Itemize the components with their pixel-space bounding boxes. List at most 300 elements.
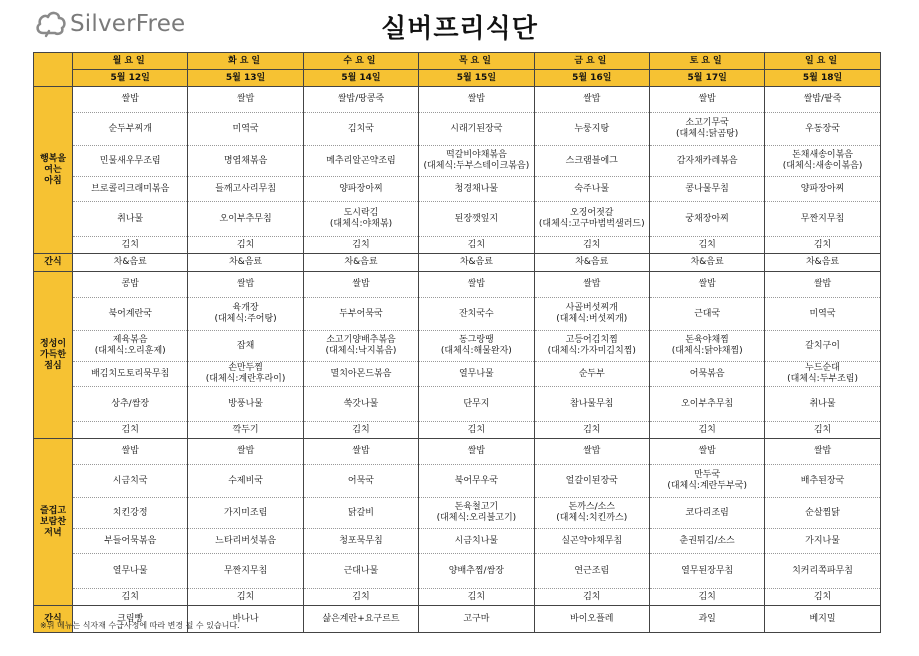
dish-name: 된장깻잎지 xyxy=(454,213,499,224)
dish-substitute: (대체식:두부조림) xyxy=(787,374,858,384)
menu-cell xyxy=(73,177,188,202)
dish-name: 시금치나물 xyxy=(454,535,499,546)
menu-cell xyxy=(419,362,534,387)
snack-cell: 차&음료 xyxy=(419,254,534,272)
dish-name: 느타리버섯볶음 xyxy=(215,535,277,546)
menu-cell xyxy=(534,554,649,589)
dish-name: 동그랑땡 xyxy=(458,335,494,345)
dish-name: 가지나물 xyxy=(805,535,840,546)
dish-name: 오이부추무침 xyxy=(219,213,272,224)
dish-substitute: (대체식:새송이볶음) xyxy=(782,161,863,171)
dish-name: 오이부추무침 xyxy=(681,398,734,409)
dish-name: 콩밥 xyxy=(121,279,139,289)
dish-name: 쌀밥 xyxy=(813,446,832,456)
menu-cell xyxy=(765,465,880,498)
menu-cell xyxy=(303,202,418,237)
menu-cell xyxy=(303,177,418,202)
meal-section-label xyxy=(34,87,73,254)
date-header: 5월 12일 xyxy=(73,70,188,87)
dish-name: 잡채 xyxy=(236,340,255,351)
menu-cell xyxy=(534,237,649,254)
menu-cell xyxy=(303,113,418,146)
dish-name: 민물새우무조림 xyxy=(99,155,161,166)
dish-name: 도시락김 xyxy=(343,208,379,218)
menu-cell xyxy=(188,465,303,498)
menu-cell xyxy=(303,554,418,589)
dish-name: 쌀밥 xyxy=(352,446,370,456)
dish-name: 손만두찜 xyxy=(228,363,263,373)
menu-cell xyxy=(765,272,880,298)
menu-cell xyxy=(649,146,764,177)
dish-name: 김치 xyxy=(698,591,716,602)
menu-cell xyxy=(303,272,418,298)
menu-cell xyxy=(534,589,649,606)
menu-cell xyxy=(419,331,534,362)
dish-name: 우동장국 xyxy=(805,123,840,134)
dish-name: 고등어김치찜 xyxy=(565,335,618,345)
snack-cell: 차&음료 xyxy=(765,254,880,272)
meal-section-label-line: 점심 xyxy=(44,360,62,371)
dish-substitute: (대체식:가자미김치찜) xyxy=(547,346,636,356)
menu-cell xyxy=(303,589,418,606)
menu-cell xyxy=(765,177,880,202)
menu-cell xyxy=(188,146,303,177)
menu-cell xyxy=(419,202,534,237)
menu-cell xyxy=(303,422,418,439)
menu-cell xyxy=(73,529,188,554)
dish-name: 북어무우국 xyxy=(454,475,499,486)
menu-cell xyxy=(188,554,303,589)
menu-cell xyxy=(303,331,418,362)
dish-name: 취나물 xyxy=(117,213,144,224)
snack-cell: 차&음료 xyxy=(303,254,418,272)
dish-name: 김치 xyxy=(467,424,486,435)
dish-substitute: (대체식:해물완자) xyxy=(440,346,512,356)
dish-name: 배추된장국 xyxy=(800,475,845,486)
meal-section-label-line: 보람찬 xyxy=(39,516,67,527)
menu-cell xyxy=(419,272,534,298)
dish-name: 떡갈비야채볶음 xyxy=(445,150,507,160)
meal-section-label-line: 즐겁고 xyxy=(39,505,67,516)
dish-name: 쌀밥 xyxy=(467,446,486,456)
menu-cell xyxy=(765,298,880,331)
menu-cell xyxy=(765,529,880,554)
menu-cell xyxy=(765,498,880,529)
menu-cell xyxy=(188,589,303,606)
dish-name: 김치 xyxy=(236,591,255,602)
dish-name: 부들어묵볶음 xyxy=(104,535,157,546)
menu-cell xyxy=(649,331,764,362)
dish-substitute: (대체식:치킨까스) xyxy=(556,513,628,523)
dish-name: 사골버섯찌개 xyxy=(565,303,618,313)
menu-cell xyxy=(188,87,303,113)
menu-cell xyxy=(188,272,303,298)
date-header: 5월 16일 xyxy=(534,70,649,87)
dish-name: 김치 xyxy=(352,239,370,250)
menu-cell xyxy=(649,387,764,422)
menu-cell xyxy=(534,439,649,465)
dish-name: 멸치아몬드볶음 xyxy=(330,368,392,379)
dish-name: 순두부찌개 xyxy=(108,123,152,134)
footnote: ※위 메뉴는 식자재 수급사정에 따라 변경 될 수 있습니다. xyxy=(40,621,240,630)
menu-cell xyxy=(649,554,764,589)
menu-cell xyxy=(73,298,188,331)
dish-name: 메추리알곤약조림 xyxy=(326,155,396,166)
dish-name: 시래기된장국 xyxy=(450,123,503,134)
dish-name: 김치 xyxy=(813,424,832,435)
dish-name: 쌀밥 xyxy=(236,279,255,289)
menu-cell xyxy=(419,177,534,202)
menu-cell xyxy=(73,331,188,362)
dish-name: 쌀밥 xyxy=(698,446,716,456)
dish-name: 열무나물 xyxy=(112,565,148,576)
snack-cell: 베지밀 xyxy=(765,606,880,633)
menu-cell xyxy=(649,498,764,529)
dish-name: 두부어묵국 xyxy=(339,308,383,319)
menu-cell xyxy=(534,146,649,177)
dish-name: 쌀밥 xyxy=(236,94,255,104)
menu-cell xyxy=(534,331,649,362)
dish-name: 무짠지무침 xyxy=(800,213,845,224)
meal-section-label-line: 여는 xyxy=(44,164,62,175)
day-header: 월요일 xyxy=(73,53,188,70)
page-title: 실버프리식단 xyxy=(381,14,538,44)
menu-cell xyxy=(188,237,303,254)
menu-cell xyxy=(765,422,880,439)
dish-name: 취나물 xyxy=(809,398,836,409)
dish-name: 상추/쌈장 xyxy=(111,398,150,409)
meal-section-label-line: 정성이 xyxy=(39,338,67,349)
dish-name: 쌀밥 xyxy=(121,446,139,456)
menu-cell xyxy=(419,465,534,498)
dish-name: 김치 xyxy=(121,424,139,435)
dish-name: 김치 xyxy=(813,591,832,602)
meal-section-label-line: 저녁 xyxy=(44,527,62,538)
menu-cell xyxy=(534,422,649,439)
menu-cell xyxy=(765,387,880,422)
date-header: 5월 17일 xyxy=(649,70,764,87)
date-header: 5월 13일 xyxy=(188,70,303,87)
snack-cell: 과일 xyxy=(649,606,764,633)
dish-name: 김치 xyxy=(583,591,601,602)
dish-name: 근대국 xyxy=(694,308,721,319)
dish-name: 미역국 xyxy=(232,123,259,134)
meal-section-label-line: 가득한 xyxy=(39,349,67,360)
menu-cell xyxy=(534,529,649,554)
dish-name: 김치 xyxy=(236,239,255,250)
menu-cell xyxy=(73,422,188,439)
menu-cell xyxy=(303,237,418,254)
date-header: 5월 18일 xyxy=(765,70,880,87)
dish-name: 잔치국수 xyxy=(458,308,494,319)
menu-cell xyxy=(649,202,764,237)
meal-section-label-line: 행복을 xyxy=(39,153,67,164)
dish-substitute: (대체식:계란두부국) xyxy=(667,481,747,491)
day-header: 수요일 xyxy=(303,53,418,70)
menu-cell xyxy=(303,465,418,498)
menu-cell xyxy=(419,589,534,606)
dish-substitute: (대체식:낙지볶음) xyxy=(325,346,397,356)
menu-cell xyxy=(534,113,649,146)
meal-plan-table xyxy=(33,52,881,633)
menu-cell xyxy=(419,146,534,177)
date-header: 5월 15일 xyxy=(419,70,534,87)
dish-name: 김치 xyxy=(698,424,716,435)
menu-cell xyxy=(419,554,534,589)
menu-cell xyxy=(534,362,649,387)
menu-cell xyxy=(765,87,880,113)
dish-name: 쌀밥/땅콩죽 xyxy=(337,94,385,104)
day-header: 토요일 xyxy=(649,53,764,70)
menu-cell xyxy=(649,439,764,465)
menu-cell xyxy=(419,87,534,113)
dish-name: 연근조림 xyxy=(574,565,610,576)
day-header: 목요일 xyxy=(419,53,534,70)
dish-name: 얼갈이된장국 xyxy=(565,475,618,486)
dish-name: 방풍나물 xyxy=(228,398,263,409)
dish-name: 오징어젓갈 xyxy=(570,208,614,218)
dish-name: 쌀밥 xyxy=(698,94,716,104)
meal-section-label xyxy=(34,439,73,606)
dish-substitute: (대체식:닭야채찜) xyxy=(671,346,743,356)
dish-name: 김치 xyxy=(121,239,139,250)
menu-cell xyxy=(649,529,764,554)
menu-cell xyxy=(419,422,534,439)
dish-name: 쌀밥 xyxy=(236,446,255,456)
dish-name: 누룽지탕 xyxy=(574,123,610,134)
dish-name: 누드순대 xyxy=(805,363,840,373)
menu-cell xyxy=(419,498,534,529)
dish-name: 쌀밥 xyxy=(698,279,716,289)
dish-name: 어묵볶음 xyxy=(689,368,725,379)
menu-cell xyxy=(188,498,303,529)
dish-name: 김치 xyxy=(813,239,832,250)
dish-substitute: (대체식:고구마범벅샐러드) xyxy=(538,219,645,229)
dish-name: 수제비국 xyxy=(228,475,263,486)
menu-cell xyxy=(765,237,880,254)
dish-name: 무짠지무침 xyxy=(223,565,268,576)
dish-name: 소고기양배추볶음 xyxy=(326,335,396,345)
dish-name: 양파장아찌 xyxy=(339,183,383,194)
menu-cell xyxy=(534,272,649,298)
dish-name: 열무나물 xyxy=(458,368,494,379)
dish-name: 만두국 xyxy=(694,470,721,480)
dish-name: 쌀밥 xyxy=(583,94,601,104)
dish-name: 깍두기 xyxy=(232,424,259,435)
menu-cell xyxy=(188,177,303,202)
menu-cell xyxy=(73,362,188,387)
dish-name: 제육볶음 xyxy=(112,335,148,345)
dish-name: 김치 xyxy=(467,239,486,250)
menu-cell xyxy=(649,422,764,439)
dish-name: 쌀밥 xyxy=(583,279,601,289)
snack-cell: 바나나 xyxy=(188,606,303,633)
menu-cell xyxy=(765,113,880,146)
dish-name: 춘권튀김/소스 xyxy=(679,535,735,546)
menu-cell xyxy=(765,202,880,237)
dish-name: 들깨고사리무침 xyxy=(215,183,277,194)
brand-name: SilverFree xyxy=(70,11,186,37)
snack-cell: 바이오플레 xyxy=(534,606,649,633)
dish-name: 쌀밥/팥죽 xyxy=(803,94,842,104)
dish-name: 감자채카레볶음 xyxy=(676,155,738,166)
snack-cell: 차&음료 xyxy=(73,254,188,272)
menu-cell xyxy=(188,529,303,554)
dish-name: 양파장아찌 xyxy=(800,183,845,194)
dish-name: 쌀밥 xyxy=(467,279,486,289)
meal-section-label-line: 아침 xyxy=(44,175,62,186)
snack-cell: 고구마 xyxy=(419,606,534,633)
dish-name: 순살찜닭 xyxy=(805,507,840,518)
menu-cell xyxy=(73,87,188,113)
menu-cell xyxy=(73,498,188,529)
snack-cell: 삶은계란+요구르트 xyxy=(303,606,418,633)
menu-cell xyxy=(73,202,188,237)
dish-name: 순두부 xyxy=(578,368,605,379)
dish-name: 근대나물 xyxy=(343,565,379,576)
dish-substitute: (대체식:주어탕) xyxy=(214,314,277,324)
menu-cell xyxy=(73,387,188,422)
dish-name: 배김치도토리묵무침 xyxy=(91,368,170,379)
dish-substitute: (대체식:계란후라이) xyxy=(205,374,286,384)
menu-cell xyxy=(188,298,303,331)
menu-cell xyxy=(765,589,880,606)
menu-cell xyxy=(73,113,188,146)
snack-cell: 크림빵 xyxy=(73,606,188,633)
menu-cell xyxy=(188,362,303,387)
menu-cell xyxy=(534,298,649,331)
dish-name: 김치 xyxy=(583,424,601,435)
menu-cell xyxy=(188,422,303,439)
dish-name: 열무된장무침 xyxy=(681,565,734,576)
dish-name: 시금치국 xyxy=(112,475,148,486)
header-corner xyxy=(34,53,73,87)
snack-cell: 차&음료 xyxy=(188,254,303,272)
snack-cell: 차&음료 xyxy=(534,254,649,272)
meal-section-label xyxy=(34,272,73,439)
menu-cell xyxy=(649,298,764,331)
dish-name: 참나물무침 xyxy=(570,398,614,409)
menu-cell xyxy=(419,298,534,331)
dish-name: 브로콜리크래미볶음 xyxy=(91,183,170,194)
menu-cell xyxy=(73,272,188,298)
menu-cell xyxy=(534,202,649,237)
dish-substitute: (대체식:두부스테이크볶음) xyxy=(423,161,530,171)
dish-name: 쌀밥 xyxy=(813,279,832,289)
date-header: 5월 14일 xyxy=(303,70,418,87)
menu-cell xyxy=(765,439,880,465)
dish-name: 콩나물무침 xyxy=(685,183,729,194)
menu-cell xyxy=(765,362,880,387)
snack-label: 간식 xyxy=(34,254,73,272)
dish-name: 실곤약야채무침 xyxy=(561,535,623,546)
day-header: 일요일 xyxy=(765,53,880,70)
menu-cell xyxy=(649,237,764,254)
dish-name: 쌀밥 xyxy=(467,94,486,104)
menu-cell xyxy=(73,439,188,465)
dish-name: 김치 xyxy=(467,591,486,602)
menu-cell xyxy=(303,146,418,177)
dish-name: 육개장 xyxy=(232,303,259,313)
dish-substitute: (대체식:오리불고기) xyxy=(436,513,517,523)
dish-substitute: (대체식:닭곰탕) xyxy=(676,129,739,139)
menu-cell xyxy=(765,554,880,589)
dish-name: 김치 xyxy=(698,239,716,250)
dish-name: 어묵국 xyxy=(347,475,375,486)
dish-name: 미역국 xyxy=(809,308,836,319)
menu-cell xyxy=(303,298,418,331)
dish-name: 김치국 xyxy=(347,123,375,134)
menu-cell xyxy=(419,237,534,254)
menu-cell xyxy=(188,331,303,362)
dish-name: 돈까스/소스 xyxy=(568,502,616,512)
dish-name: 김치 xyxy=(121,591,139,602)
snack-cell: 차&음료 xyxy=(649,254,764,272)
dish-name: 갈치구이 xyxy=(805,340,840,351)
day-header: 화요일 xyxy=(188,53,303,70)
menu-cell xyxy=(649,465,764,498)
dish-name: 돈채새송이볶음 xyxy=(792,150,853,160)
dish-name: 쌀밥 xyxy=(352,279,370,289)
dish-name: 치킨강정 xyxy=(112,507,148,518)
menu-cell xyxy=(649,87,764,113)
menu-cell xyxy=(534,87,649,113)
dish-name: 쌀밥 xyxy=(121,94,139,104)
dish-name: 쌀밥 xyxy=(583,446,601,456)
dish-name: 돈육야채찜 xyxy=(685,335,729,345)
menu-cell xyxy=(188,202,303,237)
menu-cell xyxy=(303,439,418,465)
menu-cell xyxy=(303,387,418,422)
dish-name: 양배추찜/쌈장 xyxy=(448,565,504,576)
dish-name: 김치 xyxy=(352,591,370,602)
dish-name: 김치 xyxy=(352,424,370,435)
menu-cell xyxy=(73,146,188,177)
dish-name: 쑥갓나물 xyxy=(343,398,379,409)
menu-cell xyxy=(649,177,764,202)
menu-cell xyxy=(419,439,534,465)
menu-cell xyxy=(534,498,649,529)
menu-cell xyxy=(188,439,303,465)
menu-cell xyxy=(534,465,649,498)
dish-substitute: (대체식:오리훈제) xyxy=(94,346,166,356)
dish-name: 김치 xyxy=(583,239,601,250)
snack-label: 간식 xyxy=(34,606,73,633)
dish-name: 가지미조림 xyxy=(223,507,268,518)
menu-cell xyxy=(73,465,188,498)
menu-cell xyxy=(73,554,188,589)
dish-name: 북어계란국 xyxy=(108,308,152,319)
dish-name: 궁채장아찌 xyxy=(685,213,729,224)
menu-cell xyxy=(419,387,534,422)
dish-name: 코다리조림 xyxy=(685,507,729,518)
dish-name: 닭갈비 xyxy=(347,507,375,518)
menu-cell xyxy=(419,113,534,146)
menu-cell xyxy=(188,113,303,146)
menu-cell xyxy=(649,272,764,298)
menu-cell xyxy=(534,177,649,202)
menu-cell xyxy=(649,362,764,387)
menu-cell xyxy=(188,387,303,422)
dish-name: 명엽채볶음 xyxy=(223,155,268,166)
menu-cell xyxy=(303,87,418,113)
menu-cell xyxy=(649,589,764,606)
dish-name: 소고기무국 xyxy=(685,118,729,128)
menu-cell xyxy=(303,529,418,554)
dish-name: 청포묵무침 xyxy=(339,535,383,546)
dish-name: 스크램블에그 xyxy=(565,155,618,166)
menu-cell xyxy=(649,113,764,146)
